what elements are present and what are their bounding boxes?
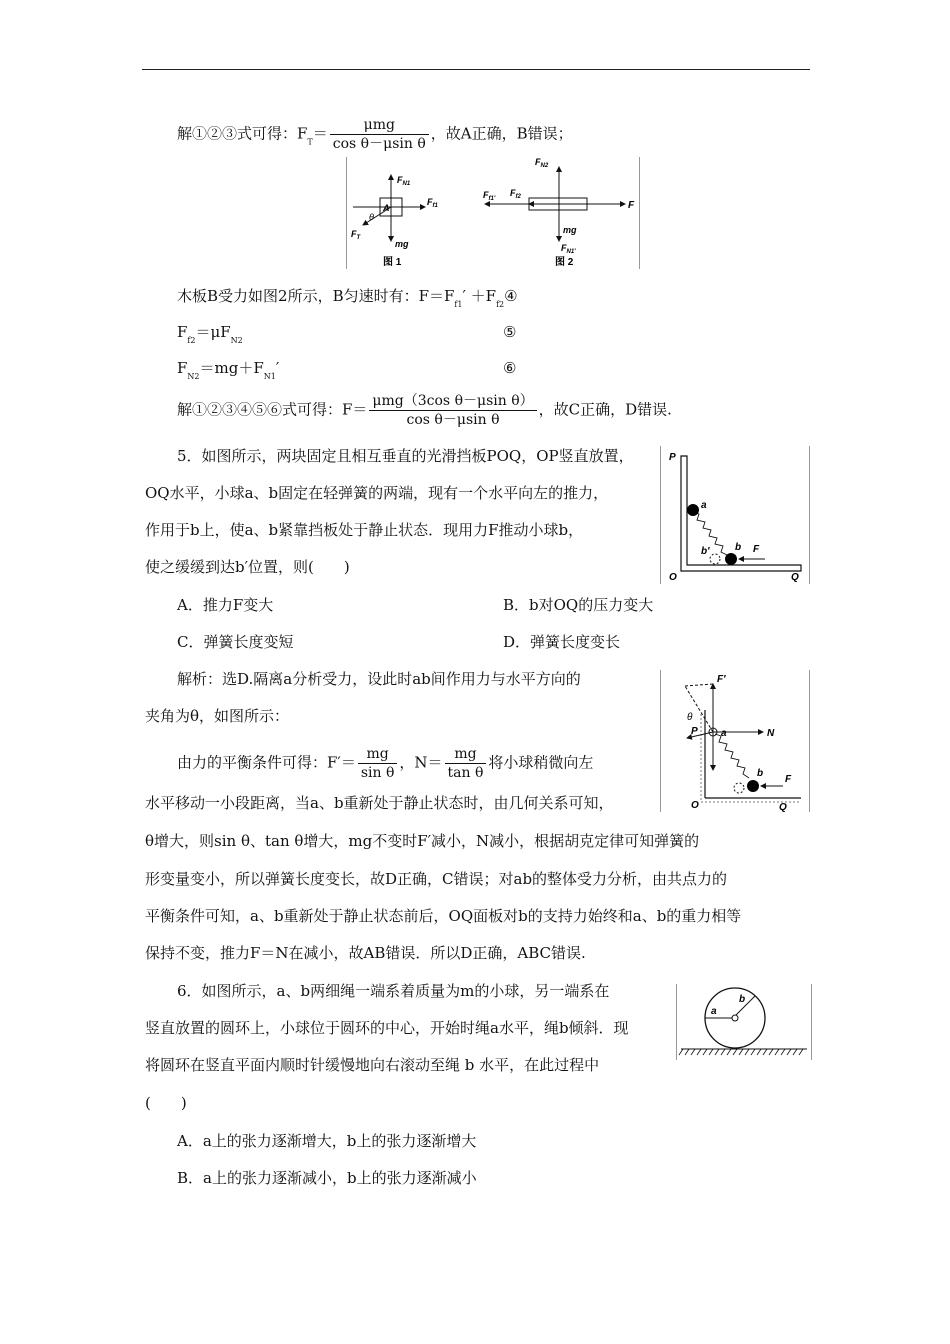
label-ff1: $F_{f1}$ [427, 197, 438, 209]
text: ＝μF [195, 323, 231, 341]
text: ′ ＋F [462, 287, 497, 305]
label-b: b [739, 994, 746, 1005]
q6-line-1: 6．如图所示，a、b两细绳一端系着质量为m的小球，另一端系在 [177, 982, 610, 1000]
q5-line-3: 作用于b上，使a、b紧靠挡板处于静止状态．现用力F推动小球b， [145, 521, 584, 539]
label-a: a [701, 500, 707, 511]
q5-option-c[interactable]: C．弹簧长度变短 [177, 633, 294, 651]
label-mg1: mg [395, 239, 409, 249]
q6-option-b[interactable]: B．a上的张力逐渐减小，b上的张力逐渐减小 [177, 1169, 477, 1187]
solution-line-1 [177, 116, 573, 153]
spring [715, 734, 749, 778]
label-o: O [691, 800, 699, 811]
q6-diagram [677, 984, 811, 1060]
ball-b-prime [710, 554, 720, 564]
sol5-figure [660, 670, 810, 812]
solution-line-4 [177, 358, 279, 387]
sol5-line-3 [177, 745, 593, 782]
solution-line-5 [177, 392, 672, 429]
q5-line-1: 5．如图所示，两块固定且相互垂直的光滑挡板POQ，OP竖直放置， [177, 447, 634, 465]
label-f-prime: F′ [717, 674, 726, 685]
label-a: a [721, 728, 727, 739]
dashed-diagonal [685, 686, 713, 732]
label-fn2: $F_{N2}$ [535, 157, 549, 169]
text: 解①②③式可得：F [177, 124, 308, 143]
fraction-numerator: μmg（3cos θ－μsin θ） [369, 392, 536, 411]
fraction-denominator: cos θ－μsin θ [332, 136, 426, 152]
text: ，故A正确，B错误； [430, 124, 573, 143]
fraction-denominator: cos θ－μsin θ [406, 412, 500, 428]
subscript: f1 [454, 300, 463, 309]
text: ，故C正确，D错误. [538, 400, 672, 419]
right-angle-plates [681, 456, 801, 571]
sol5-line-5: θ增大，则sin θ、tan θ增大，mg不变时F′减小，N减小，根据胡克定律可知弹簧的 [145, 832, 700, 850]
ball-b-prime [734, 783, 744, 793]
sol5-line-8: 保持不变，推力F＝N在减小，故AB错误．所以D正确，ABC错误. [145, 944, 586, 962]
text: 将小球稍微向左 [488, 753, 594, 772]
label-n: N [767, 728, 775, 739]
spring [693, 512, 727, 555]
ground-hatch [679, 1049, 803, 1055]
label-p: P [669, 452, 676, 463]
q6-line-2: 竖直放置的圆环上，小球位于圆环的中心，开始时绳a水平，绳b倾斜．现 [145, 1019, 629, 1037]
q5-line-4: 使之缓缓到达b′位置，则( ) [145, 558, 350, 576]
sol5-line-7: 平衡条件可知，a、b重新处于静止状态前后，OQ面板对b的支持力始终和a、b的重力相等 [145, 907, 742, 925]
label-o: O [669, 572, 677, 583]
label-b: b [757, 768, 764, 779]
label-ft: $F_T$ [351, 229, 361, 241]
fraction [330, 116, 429, 153]
q5-option-a[interactable]: A．推力F变大 [177, 596, 274, 614]
label-f: F [628, 200, 635, 211]
text: 木板B受力如图2所示，B匀速时有：F＝F [177, 287, 455, 305]
label-p: P [691, 726, 698, 737]
caption-fig1: 图 1 [383, 257, 402, 268]
q5-option-d[interactable]: D．弹簧长度变长 [503, 633, 621, 651]
q5-figure [660, 446, 810, 584]
label-f: F [785, 774, 792, 785]
sol5-line-6: 形变量变小，所以弹簧长度变长，故D正确，C错误；对ab的整体受力分析，由共点力的 [145, 870, 728, 888]
equation-number-5: ⑤ [503, 323, 517, 341]
fraction-numerator: mg [358, 745, 398, 764]
ball-b [725, 553, 737, 565]
subscript: N1 [263, 372, 276, 381]
label-q: Q [779, 802, 787, 812]
label-ff1p: $F_{f1'}$ [483, 190, 496, 202]
sol5-line-4: 水平移动一小段距离，当a、b重新处于静止状态时，由几何关系可知， [145, 794, 614, 812]
force-diagrams [347, 157, 639, 269]
subscript: T [307, 137, 313, 147]
fraction-denominator: sin θ [360, 765, 395, 781]
text: ④ [504, 287, 518, 305]
label-theta: θ [369, 212, 374, 222]
label-mg2: mg [563, 225, 577, 235]
q6-option-a[interactable]: A．a上的张力逐渐增大，b上的张力逐渐增大 [177, 1132, 477, 1150]
label-b-prime: b′ [701, 546, 710, 557]
fraction [358, 745, 398, 782]
fraction [445, 745, 487, 782]
sol5-line-2: 夹角为θ，如图所示： [145, 707, 290, 725]
text: F [177, 323, 188, 341]
text: 由力的平衡条件可得：F′＝ [177, 753, 356, 772]
label-a: a [711, 1006, 717, 1017]
q6-figure [676, 984, 812, 1060]
dashed-top [685, 684, 713, 686]
label-fn1: $F_{N1}$ [397, 175, 411, 187]
text: F [177, 359, 188, 377]
q5-diagram [661, 446, 809, 584]
text: ，N＝ [399, 753, 443, 772]
fraction-numerator: μmg [330, 116, 429, 135]
sol5-diagram [661, 670, 809, 812]
q6-line-3: 将圆环在竖直平面内顺时针缓慢地向右滚动至绳 b 水平，在此过程中 [145, 1056, 600, 1074]
ball-b [747, 780, 759, 792]
label-a: A [383, 203, 390, 213]
label-theta: θ [687, 712, 693, 723]
subscript: N2 [187, 372, 200, 381]
header-rule [142, 69, 810, 70]
fraction [369, 392, 536, 429]
fraction-denominator: tan θ [447, 765, 484, 781]
label-b: b [735, 542, 742, 553]
q6-line-4: ( ) [145, 1094, 187, 1112]
q5-option-b[interactable]: B．b对OQ的压力变大 [503, 596, 654, 614]
ball [732, 1015, 738, 1021]
fraction-numerator: mg [445, 745, 487, 764]
label-fn1p: $F_{N1'}$ [561, 243, 576, 255]
text: ＝ [312, 124, 328, 143]
equation-number-6: ⑥ [503, 359, 517, 377]
solution-line-2 [177, 286, 518, 315]
label-ff2: $F_{f2}$ [510, 188, 521, 200]
text: ′ [275, 359, 280, 377]
subscript: f2 [496, 300, 505, 309]
label-f: F [753, 544, 760, 555]
caption-fig2: 图 2 [555, 257, 574, 268]
text: ＝mg＋F [199, 359, 264, 377]
figure-1-2 [346, 157, 640, 269]
text: 解①②③④⑤⑥式可得：F＝ [177, 400, 368, 419]
subscript: N2 [230, 336, 243, 345]
ball-a [687, 504, 699, 516]
q5-line-2: OQ水平，小球a、b固定在轻弹簧的两端，现有一个水平向左的推力， [145, 484, 609, 502]
label-q: Q [791, 572, 799, 583]
solution-line-3 [177, 322, 243, 351]
subscript: f2 [187, 336, 196, 345]
sol5-line-1: 解析：选D.隔离a分析受力，设此时ab间作用力与水平方向的 [177, 670, 581, 688]
